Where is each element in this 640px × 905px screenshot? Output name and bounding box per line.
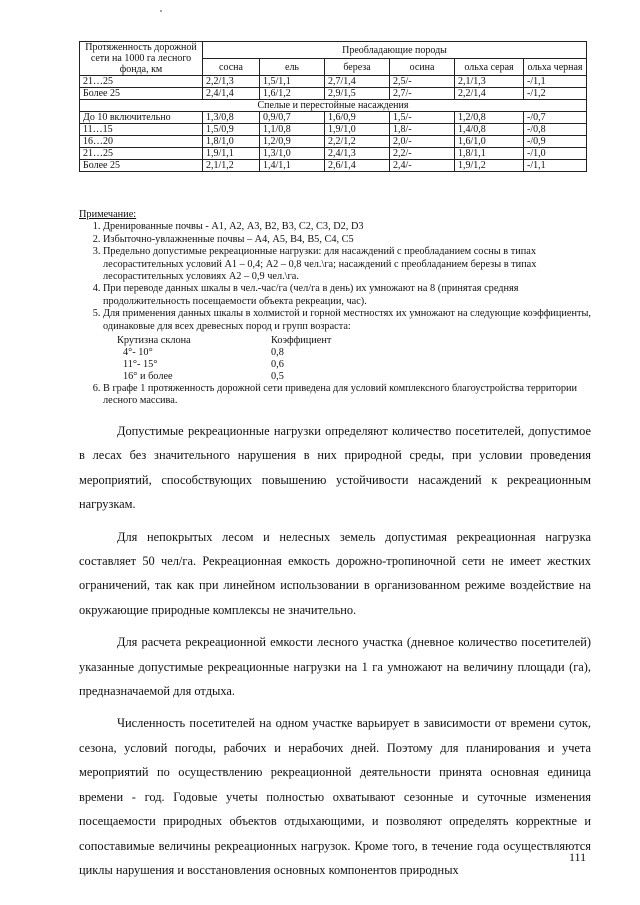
- load-value-cell: 1,6/0,9: [325, 112, 390, 124]
- load-value-cell: 1,2/0,8: [455, 112, 524, 124]
- load-value-cell: 2,2/-: [390, 148, 455, 160]
- load-value-cell: 1,4/0,8: [455, 124, 524, 136]
- length-column-header: Протяженность дорожной сети на 1000 га лесного фонда, км: [80, 42, 203, 76]
- table-row: [80, 124, 587, 136]
- page-number: 111: [569, 850, 587, 864]
- table-row: [80, 76, 587, 88]
- load-value-cell: 1,9/1,2: [455, 160, 524, 172]
- species-header: ольха серая: [455, 59, 524, 76]
- load-value-cell: -/0,9: [524, 136, 587, 148]
- coef-slope: 16° и более: [123, 371, 173, 383]
- section-title: Спелые и перестойные насаждения: [80, 100, 587, 112]
- load-value-cell: 2,1/1,3: [455, 76, 524, 88]
- length-cell: 11…15: [80, 124, 203, 136]
- table-row: [80, 88, 587, 100]
- load-value-cell: 2,1/1,2: [203, 160, 260, 172]
- load-value-cell: -/0,8: [524, 124, 587, 136]
- coef-slope: 11°- 15°: [123, 359, 158, 371]
- table-row: [80, 136, 587, 148]
- paragraph: Для расчета рекреационной емкости лесного участка (дневное количество посетителей) указанные допустимые рекреационные нагрузки на 1 га умножают на величину площади (га), предназначаемой для отдыха.: [79, 635, 591, 699]
- load-value-cell: 2,7/-: [390, 88, 455, 100]
- load-value-cell: 2,4/1,3: [325, 148, 390, 160]
- load-value-cell: 1,8/-: [390, 124, 455, 136]
- load-value-cell: 0,9/0,7: [260, 112, 325, 124]
- coef-value: 0,5: [271, 371, 284, 383]
- load-value-cell: 1,3/0,8: [203, 112, 260, 124]
- table-row: [80, 112, 587, 124]
- coef-row: [117, 371, 331, 383]
- load-value-cell: -/1,0: [524, 148, 587, 160]
- load-value-cell: -/1,1: [524, 160, 587, 172]
- notes-block: [79, 209, 599, 408]
- scan-speck: [160, 10, 162, 12]
- length-cell: 21…25: [80, 148, 203, 160]
- load-value-cell: 1,5/0,9: [203, 124, 260, 136]
- note-item: 6. В графе 1 протяженность дорожной сети приведена для условий комплексного благоустройства территории лесного массива.: [103, 383, 599, 408]
- load-value-cell: 1,3/1,0: [260, 148, 325, 160]
- coef-header: Крутизна склона: [117, 335, 191, 347]
- length-cell: 16…20: [80, 136, 203, 148]
- table-row: [80, 148, 587, 160]
- load-value-cell: 1,9/1,0: [325, 124, 390, 136]
- paragraph: Допустимые рекреационные нагрузки определяют количество посетителей, допустимое в лесах без значительного нарушения в них природной среды, при условии проведения мероприятий, способствующих повышению устойчивости насаждений к рекреационным нагрузкам.: [79, 424, 591, 512]
- coef-row: [117, 347, 331, 359]
- length-cell: Более 25: [80, 88, 203, 100]
- slope-coefficient-table: [117, 335, 331, 383]
- length-cell: 21…25: [80, 76, 203, 88]
- load-value-cell: 1,5/1,1: [260, 76, 325, 88]
- coef-header-row: [117, 335, 331, 347]
- species-header: осина: [390, 59, 455, 76]
- load-value-cell: 2,5/-: [390, 76, 455, 88]
- section-row: [80, 100, 587, 112]
- species-header: береза: [325, 59, 390, 76]
- load-value-cell: 1,9/1,1: [203, 148, 260, 160]
- load-value-cell: 1,1/0,8: [260, 124, 325, 136]
- coef-value: 0,8: [271, 347, 284, 359]
- length-cell: Более 25: [80, 160, 203, 172]
- load-value-cell: 1,4/1,1: [260, 160, 325, 172]
- table-row: [80, 160, 587, 172]
- load-value-cell: 1,6/1,2: [260, 88, 325, 100]
- species-header: ель: [260, 59, 325, 76]
- note-item: 4. При переводе данных шкалы в чел.-час/га (чел/га в день) их умножают на 8 (принятая средняя продолжительность посещаемости объекта рекреации, час).: [103, 283, 599, 308]
- paragraph: Численность посетителей на одном участке варьирует в зависимости от времени суток, сезона, условий погоды, рабочих и нерабочих дней. Поэтому для планирования и учета мероприятий по осуществлению рекреационной деятельности принята основная единица времени - год. Годовые учеты полностью охватывают сезонные и суточные изменения посещаемости природных объектов отдыхающими, и позволяют определять корректные и сопоставимые величины рекреационных нагрузок. Кроме того, в течение года осуществляются циклы нарушения и восстановления основных компонентов природных: [79, 716, 591, 877]
- load-value-cell: 2,0/-: [390, 136, 455, 148]
- note-item: [103, 308, 599, 383]
- load-value-cell: 1,8/1,1: [455, 148, 524, 160]
- load-value-cell: -/0,7: [524, 112, 587, 124]
- load-value-cell: 2,2/1,3: [203, 76, 260, 88]
- load-value-cell: 2,2/1,2: [325, 136, 390, 148]
- species-header: сосна: [203, 59, 260, 76]
- coef-row: [117, 359, 331, 371]
- coef-slope: 4°- 10°: [123, 347, 153, 359]
- load-value-cell: 1,6/1,0: [455, 136, 524, 148]
- species-group-header: Преобладающие породы: [203, 42, 587, 59]
- load-value-cell: 2,4/-: [390, 160, 455, 172]
- note-item: 2. Избыточно-увлажненные почвы – А4, А5, В4, В5, С4, С5: [103, 234, 599, 246]
- load-value-cell: 2,7/1,4: [325, 76, 390, 88]
- load-value-cell: 2,6/1,4: [325, 160, 390, 172]
- length-cell: До 10 включительно: [80, 112, 203, 124]
- coef-header: Коэффициент: [271, 335, 332, 347]
- load-value-cell: 1,2/0,9: [260, 136, 325, 148]
- note-item: 3. Предельно допустимые рекреационные нагрузки: для насаждений с преобладанием сосны в типах лесорастительных условий А1 – 0,4; А2 – 0,8 чел.\га; насаждений с преобладанием березы в типах лесорастительных условиях А2 – 0,9 чел.\га.: [103, 246, 599, 283]
- body-text: [79, 419, 591, 890]
- load-value-cell: 1,8/1,0: [203, 136, 260, 148]
- note-item-text: Для применения данных шкалы в холмистой и горной местностях их умножают на следующие коэффициенты, одинаковые для всех древесных пород и групп возраста:: [103, 308, 591, 332]
- load-value-cell: 1,5/-: [390, 112, 455, 124]
- note-item: 1. Дренированные почвы - А1, А2, А3, В2, В3, С2, С3, D2, D3: [103, 221, 599, 233]
- notes-list: [79, 221, 599, 407]
- recreation-load-table: [79, 41, 587, 172]
- load-value-cell: -/1,1: [524, 76, 587, 88]
- paragraph: Для непокрытых лесом и нелесных земель допустимая рекреационная нагрузка составляет 50 чел/га. Рекреационная емкость дорожно-тропиночной сети не имеет жестких ограничений, так как при линейном использовании в организованном режиме воздействие на окружающие природные комплексы не значительно.: [79, 529, 591, 617]
- load-value-cell: 2,9/1,5: [325, 88, 390, 100]
- coef-value: 0,6: [271, 359, 284, 371]
- species-header: ольха черная: [524, 59, 587, 76]
- notes-header: Примечание:: [79, 209, 137, 220]
- load-value-cell: 2,4/1,4: [203, 88, 260, 100]
- load-value-cell: 2,2/1,4: [455, 88, 524, 100]
- load-value-cell: -/1,2: [524, 88, 587, 100]
- table-header-row: [80, 42, 587, 59]
